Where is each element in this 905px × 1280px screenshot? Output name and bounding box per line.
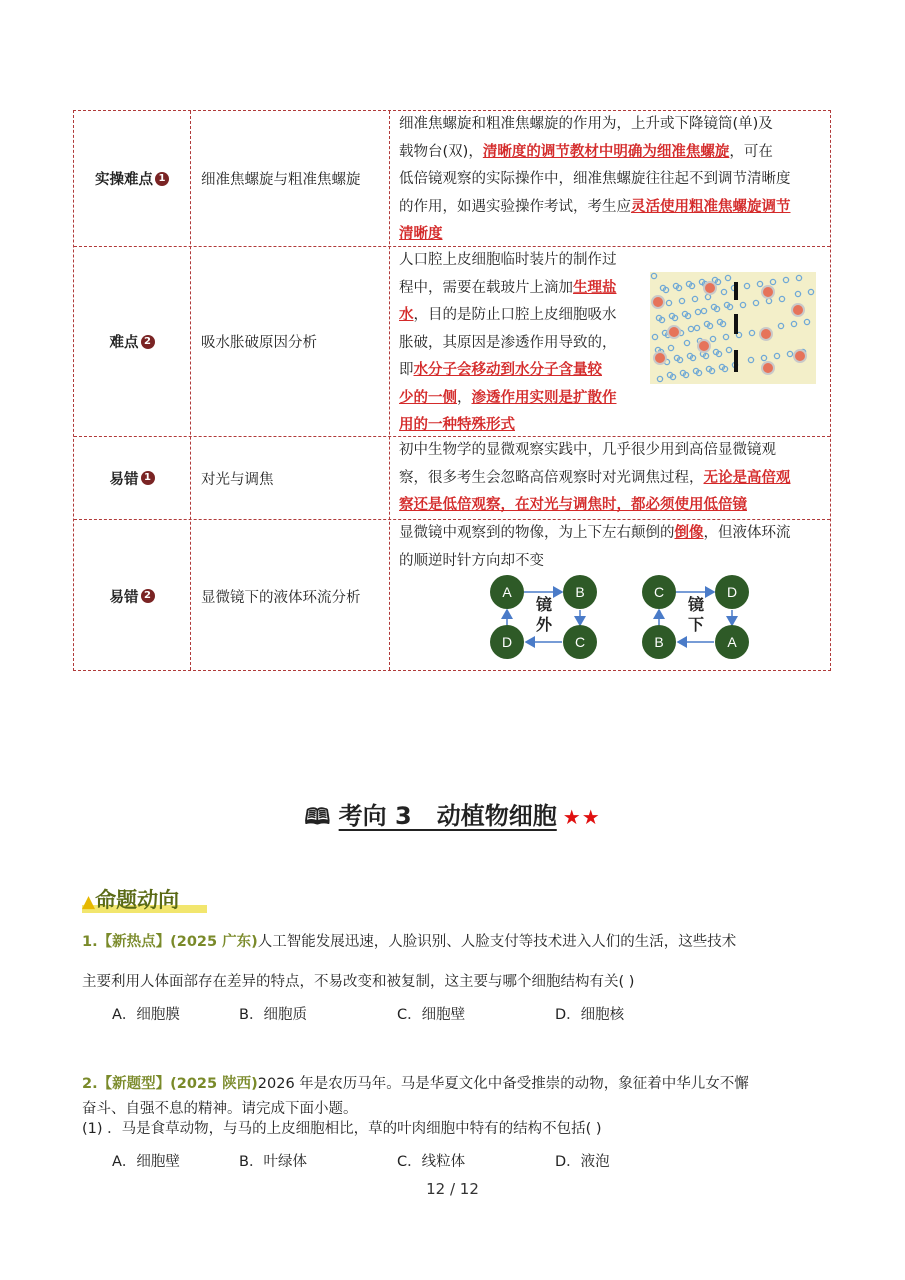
- row-label-text: 实操难点: [95, 172, 153, 188]
- content-text: 即: [399, 362, 414, 378]
- diagram-label: 镜: [687, 595, 704, 614]
- content-line: [399, 194, 824, 222]
- content-line: [399, 111, 824, 139]
- content-text: 察，很多考生会忽略高倍观察时对光调焦过程，: [399, 469, 704, 486]
- highlight-text: 倒像: [674, 525, 704, 541]
- content-line: [399, 520, 824, 548]
- number-badge: 2: [141, 589, 155, 603]
- highlight-text: 水: [399, 307, 414, 323]
- content-line: [399, 166, 824, 194]
- content-line: [399, 139, 824, 167]
- section-title-text: 考向 3 动植物细胞: [338, 802, 557, 830]
- row-content: [399, 520, 824, 575]
- question-text: 人工智能发展迅速，人脸识别、人脸支付等技术进入人们的生活，这些技术: [257, 934, 737, 950]
- circulation-node: C: [642, 575, 676, 609]
- question-text: 2026 年是农历马年。马是华夏文化中备受推崇的动物，象征着中华儿女不懈: [257, 1076, 749, 1092]
- osmosis-illustration: [650, 272, 816, 384]
- question-number: 1.【新热点】(2025 广东): [82, 934, 258, 950]
- content-line: [399, 437, 824, 465]
- question-2: [82, 1072, 749, 1093]
- content-text: 初中生物学的显微观察实践中，几乎很少用到高倍显微镜观: [399, 442, 776, 458]
- circulation-node: A: [715, 625, 749, 659]
- content-text: 的作用，如遇实验操作考试，考生应: [399, 198, 631, 215]
- row-topic: 对光与调焦: [201, 471, 274, 488]
- row-label: [74, 437, 190, 519]
- table-row: [74, 437, 830, 520]
- sub-question: (1) ．马是食草动物，与马的上皮细胞相比，草的叶肉细胞中特有的结构不包括( ): [82, 1121, 602, 1137]
- option: C．细胞壁: [397, 1007, 466, 1023]
- option: D．细胞核: [555, 1007, 625, 1023]
- content-text: 载物台(双)，: [399, 143, 483, 160]
- number-badge: 1: [141, 471, 155, 485]
- subheading: [82, 884, 179, 914]
- circulation-node: D: [715, 575, 749, 609]
- content-text: 低倍镜观察的实际操作中，细准焦螺旋往往起不到调节清晰度: [399, 171, 791, 187]
- highlight-text: 少的一侧: [399, 389, 457, 406]
- highlight-text: 察还是低倍观察，在对光与调焦时，都必须使用低倍镜: [399, 497, 747, 513]
- content-line: [399, 357, 640, 385]
- highlight-text: 清晰度: [399, 226, 443, 242]
- circulation-node: C: [563, 625, 597, 659]
- number-badge: 2: [141, 335, 155, 349]
- subheading-text: 命题动向: [95, 888, 180, 912]
- book-icon: 🕮: [304, 805, 331, 830]
- option: A．细胞壁: [112, 1154, 180, 1170]
- content-line: [399, 465, 824, 493]
- row-topic: 显微镜下的液体环流分析: [201, 589, 361, 606]
- content-text: 的顺逆时针方向却不变: [399, 552, 544, 569]
- row-topic: 细准焦螺旋与粗准焦螺旋: [201, 172, 361, 188]
- number-badge: 1: [155, 172, 169, 186]
- content-text: 显微镜中观察到的物像，为上下左右颠倒的: [399, 525, 675, 541]
- content-text: 细准焦螺旋和粗准焦螺旋的作用为，上升或下降镜筒(单)及: [399, 116, 773, 132]
- content-line: [399, 302, 640, 330]
- diagram-label: 外: [535, 615, 552, 634]
- content-text: ，: [457, 389, 472, 406]
- content-line: [399, 385, 640, 413]
- content-line: [399, 412, 640, 440]
- row-label-text: 易错: [109, 589, 139, 606]
- question-text: 主要利用人体面部存在差异的特点，不易改变和被复制，这主要与哪个细胞结构有关( ): [82, 974, 635, 990]
- content-text: ，可在: [729, 143, 773, 160]
- content-line: [399, 221, 824, 249]
- highlight-text: 水分子会移动到水分子含量较: [413, 362, 602, 378]
- highlight-text: 无论是高倍观: [703, 469, 791, 486]
- option: B．细胞质: [239, 1007, 307, 1023]
- option: A．细胞膜: [112, 1007, 180, 1023]
- row-label-text: 难点: [109, 335, 139, 351]
- option: C．线粒体: [397, 1154, 466, 1170]
- option: B．叶绿体: [239, 1154, 307, 1170]
- highlight-text: 用的一种特殊形式: [399, 417, 515, 433]
- row-content: [399, 247, 640, 440]
- triangle-icon: ▲: [82, 892, 96, 912]
- content-text: 胀破，其原因是渗透作用导致的，: [399, 334, 617, 351]
- option: D．液泡: [555, 1154, 610, 1170]
- section-title: [0, 796, 905, 838]
- circulation-node: D: [490, 625, 524, 659]
- highlight-text: 生理盐: [573, 279, 617, 296]
- diagram-label: 镜: [535, 595, 552, 614]
- row-topic: 吸水胀破原因分析: [201, 335, 317, 351]
- row-content: [399, 437, 824, 520]
- question-number: 2.【新题型】(2025 陕西): [82, 1076, 258, 1092]
- row-label-text: 易错: [109, 471, 139, 488]
- table-row: [74, 111, 830, 247]
- highlight-text: 渗透作用实则是扩散作: [471, 389, 617, 406]
- content-line: [399, 275, 640, 303]
- row-label: [74, 247, 190, 436]
- row-label: [74, 111, 190, 246]
- content-text: ，但液体环流: [703, 525, 791, 541]
- question-1: [82, 930, 736, 951]
- row-content: [399, 111, 824, 249]
- content-line: [399, 492, 824, 520]
- content-line: [399, 330, 640, 358]
- row-label: [74, 520, 190, 672]
- circulation-node: B: [642, 625, 676, 659]
- diagram-label: 下: [687, 615, 704, 634]
- highlight-text: 灵活使用粗准焦螺旋调节: [631, 198, 791, 215]
- content-line: [399, 247, 640, 275]
- circulation-node: B: [563, 575, 597, 609]
- content-text: 人口腔上皮细胞临时装片的制作过: [399, 252, 617, 268]
- page-number: 12 / 12: [426, 1180, 479, 1198]
- stars: ★★: [562, 805, 601, 829]
- question-text: 奋斗、自强不息的精神。请完成下面小题。: [82, 1101, 358, 1117]
- circulation-node: A: [490, 575, 524, 609]
- content-text: 程中，需要在载玻片上滴加: [399, 279, 573, 296]
- content-text: ，目的是防止口腔上皮细胞吸水: [413, 307, 617, 323]
- highlight-text: 清晰度的调节教材中明确为细准焦螺旋: [482, 143, 730, 160]
